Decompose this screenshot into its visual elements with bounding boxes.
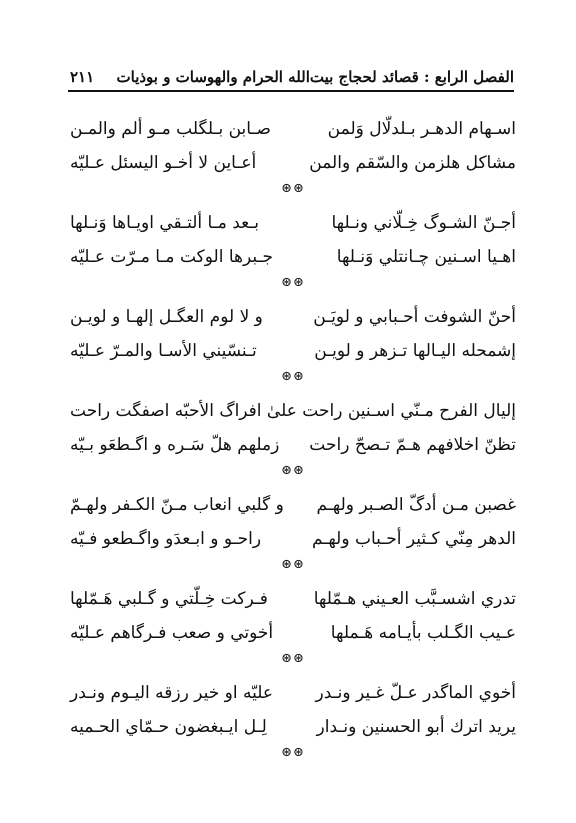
first-hemistich: مشاكل هلزمن والسّقم والمن	[309, 153, 516, 173]
second-hemistich: و گلبي انعاب مـنّ الكـفر ولهـمّ	[70, 495, 284, 515]
second-hemistich: صـابن بـلگلب مـو ألم والمـن	[70, 119, 271, 139]
first-hemistich: أخوي الماگدر عـلّ غـير ونـدر	[315, 683, 516, 703]
second-hemistich: لِـل ايـبغضون حـمّاي الحـميه	[70, 717, 267, 737]
second-hemistich: فـركت خِـلّتي و گـلبي هَـمّلها	[70, 589, 268, 609]
stanza	[70, 112, 516, 202]
second-hemistich: جـبرها الوكت مـا مـرّت عـليّه	[70, 247, 273, 267]
stanza	[70, 394, 516, 484]
second-hemistich: أخوتي و صعب فـرگاهم عـليّه	[70, 623, 274, 643]
first-hemistich: إشمحله اليـالها تـزهر و لويـن	[314, 341, 516, 361]
verse-line	[70, 616, 516, 650]
stanza	[70, 488, 516, 578]
second-hemistich: زملهم هلّ سَـره و اگـطعَو بـيّه	[70, 435, 280, 455]
page-number: ٢١١	[70, 68, 95, 86]
stanza	[70, 300, 516, 390]
second-hemistich: تـنسّيني الأسـا والمـرّ عـليّه	[70, 341, 257, 361]
first-hemistich: الدهر مِنّي كـثير أحـباب ولهـم	[312, 529, 516, 549]
first-hemistich: غصبن مـن أدگّ الصـبر ولهـم	[316, 495, 516, 515]
second-hemistich: أعـاين لا أخـو اليسئل عـليّه	[70, 153, 257, 173]
stanza-separator-ornament: ⊛⊛	[281, 463, 305, 478]
verse-line	[70, 488, 516, 522]
verse-line	[70, 300, 516, 334]
verse-line	[70, 428, 516, 462]
verse-line	[70, 710, 516, 744]
verse-line	[70, 206, 516, 240]
first-hemistich: إليال الفرح مـنّي اسـنين راحت	[302, 401, 516, 421]
stanza-separator-ornament: ⊛⊛	[281, 181, 305, 196]
first-hemistich: يريد اترك أبو الحسنين ونـدار	[316, 717, 516, 737]
chapter-title: الفصل الرابع : قصائد لحجاج بيت‌الله الحرام والهوسات و بوذيات	[116, 68, 514, 86]
poem-body	[70, 112, 516, 770]
verse-line	[70, 334, 516, 368]
verse-line	[70, 676, 516, 710]
stanza-separator-ornament: ⊛⊛	[281, 745, 305, 760]
stanza	[70, 676, 516, 766]
first-hemistich: عـيب الگـلب بأيـامه هَـملها	[330, 623, 516, 643]
stanza-separator-ornament: ⊛⊛	[281, 557, 305, 572]
first-hemistich: اهـيا اسـنين چـانتلي وَنـلها	[336, 247, 516, 267]
second-hemistich: و لا لوم العگـل إلهـا و لويـن	[70, 307, 263, 327]
second-hemistich: عليّه او خير رزقه اليـوم ونـدر	[70, 683, 274, 703]
header-rule	[68, 90, 514, 92]
second-hemistich: بـعد مـا ألتـقي اويـاها وَنـلها	[70, 213, 260, 233]
first-hemistich: اسـهام الدهـر بـلدلّال وَلمن	[327, 119, 516, 139]
stanza-separator-ornament: ⊛⊛	[281, 275, 305, 290]
first-hemistich: أجـنّ الشـوگ خِـلّاني ونـلها	[331, 213, 516, 233]
page-header	[70, 60, 514, 86]
first-hemistich: أحنّ الشوفت أحـبابي و لويَـن	[313, 307, 516, 327]
verse-line	[70, 522, 516, 556]
second-hemistich: راحـو و ابـعدَو واگـطعو فـيّه	[70, 529, 262, 549]
stanza-separator-ornament: ⊛⊛	[281, 651, 305, 666]
stanza	[70, 582, 516, 672]
stanza	[70, 206, 516, 296]
first-hemistich: تدري اشسـبَّب العـيني هـمّلها	[313, 589, 516, 609]
stanza-separator-ornament: ⊛⊛	[281, 369, 305, 384]
second-hemistich: علىٰ افراگ الأحبّه اصفگت راحت	[70, 401, 297, 421]
verse-line	[70, 112, 516, 146]
verse-line	[70, 394, 516, 428]
verse-line	[70, 146, 516, 180]
verse-line	[70, 240, 516, 274]
verse-line	[70, 582, 516, 616]
first-hemistich: تظنّ اخلافهم هـمّ تـصحّ راحت	[309, 435, 516, 455]
